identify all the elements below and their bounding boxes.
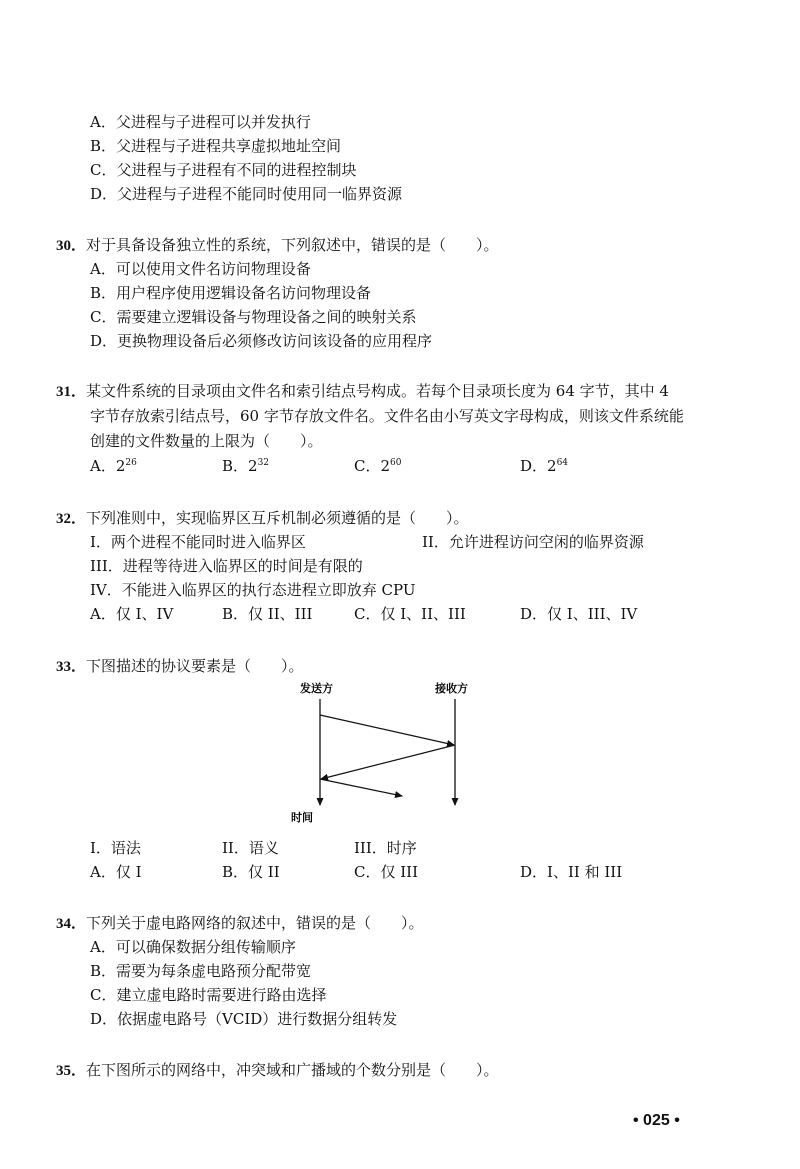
q32-item-4: IV．不能进入临界区的执行态进程立即放弃 CPU xyxy=(90,581,416,599)
q31-option-d: D．$2^{64}$ xyxy=(520,457,569,475)
q33-option-c: C．仅 III xyxy=(354,863,419,881)
q32-stem: 下列准则中，实现临界区互斥机制必须遵循的是（ ）。 xyxy=(86,509,469,527)
q31-stem-1: 某文件系统的目录项由文件名和索引结点号构成。若每个目录项长度为 64 字节，其中 4 xyxy=(86,382,669,400)
q34-stem: 下列关于虚电路网络的叙述中，错误的是（ ）。 xyxy=(86,914,424,932)
q34-number: 34． xyxy=(56,916,87,932)
q32-stem-line xyxy=(56,508,469,529)
q32-number: 32． xyxy=(56,511,87,527)
q31-stem-line-1 xyxy=(56,381,669,402)
q33-option-d: D．I、II 和 III xyxy=(520,863,623,881)
receiver-label: 接收方 xyxy=(435,682,468,695)
q32-item-2: II．允许进程访问空闲的临界资源 xyxy=(422,533,644,551)
q31-option-b: B．$2^{32}$ xyxy=(222,457,270,475)
q34-option-c: C．建立虚电路时需要进行路由选择 xyxy=(90,986,327,1004)
q29-option-a: A．父进程与子进程可以并发执行 xyxy=(90,113,311,131)
q30-option-b: B．用户程序使用逻辑设备名访问物理设备 xyxy=(90,284,372,302)
q32-option-a: A．仅 I、IV xyxy=(90,605,174,623)
q31-stem-line-2: 字节存放索引结点号，60 字节存放文件名。文件名由小写英文字母构成，则该文件系统能 xyxy=(90,407,684,425)
q34-option-d: D．依据虚电路号（VCID）进行数据分组转发 xyxy=(90,1010,398,1028)
q30-number: 30． xyxy=(56,238,87,254)
q35-stem: 在下图所示的网络中，冲突域和广播域的个数分别是（ ）。 xyxy=(86,1061,499,1079)
q33-stem: 下图描述的协议要素是（ ）。 xyxy=(86,657,304,675)
q35-number: 35． xyxy=(56,1063,87,1079)
q30-option-a: A．可以使用文件名访问物理设备 xyxy=(90,260,311,278)
q32-option-c: C．仅 I、II、III xyxy=(354,605,466,623)
request-message-arrow xyxy=(320,715,454,745)
q33-number: 33． xyxy=(56,659,87,675)
q30-stem-line xyxy=(56,235,499,256)
response-message-arrow xyxy=(321,745,455,779)
q29-option-b: B．父进程与子进程共享虚拟地址空间 xyxy=(90,137,342,155)
q33-item-1: I．语法 xyxy=(90,839,141,857)
q29-option-d: D．父进程与子进程不能同时使用同一临界资源 xyxy=(90,185,403,203)
q34-stem-line xyxy=(56,913,424,934)
q33-item-2: II．语义 xyxy=(222,839,279,857)
q33-item-3: III．时序 xyxy=(354,839,417,857)
q29-option-c: C．父进程与子进程有不同的进程控制块 xyxy=(90,161,357,179)
q31-option-c: C．$2^{60}$ xyxy=(354,457,402,475)
q32-option-b: B．仅 II、III xyxy=(222,605,313,623)
q30-option-d: D．更换物理设备后必须修改访问该设备的应用程序 xyxy=(90,332,433,350)
time-label: 时间 xyxy=(291,811,313,824)
next-message-arrow xyxy=(320,779,402,796)
page-number: • 025 • xyxy=(633,1112,680,1129)
q32-option-d: D．仅 I、III、IV xyxy=(520,605,638,623)
q33-option-b: B．仅 II xyxy=(222,863,280,881)
q31-number: 31． xyxy=(56,384,87,400)
sender-label: 发送方 xyxy=(300,682,333,695)
timing-diagram xyxy=(280,675,500,830)
q32-item-3: III．进程等待进入临界区的时间是有限的 xyxy=(90,557,363,575)
q32-item-1: I．两个进程不能同时进入临界区 xyxy=(90,533,306,551)
q34-option-b: B．需要为每条虚电路预分配带宽 xyxy=(90,962,312,980)
q33-stem-line xyxy=(56,656,304,677)
q30-stem: 对于具备设备独立性的系统，下列叙述中，错误的是（ ）。 xyxy=(86,236,499,254)
q30-option-c: C．需要建立逻辑设备与物理设备之间的映射关系 xyxy=(90,308,417,326)
q31-stem-line-3: 创建的文件数量的上限为（ ）。 xyxy=(90,432,323,450)
q34-option-a: A．可以确保数据分组传输顺序 xyxy=(90,938,296,956)
q33-option-a: A．仅 I xyxy=(90,863,142,881)
q35-stem-line xyxy=(56,1060,499,1081)
q31-option-a: A．$2^{26}$ xyxy=(90,457,137,475)
